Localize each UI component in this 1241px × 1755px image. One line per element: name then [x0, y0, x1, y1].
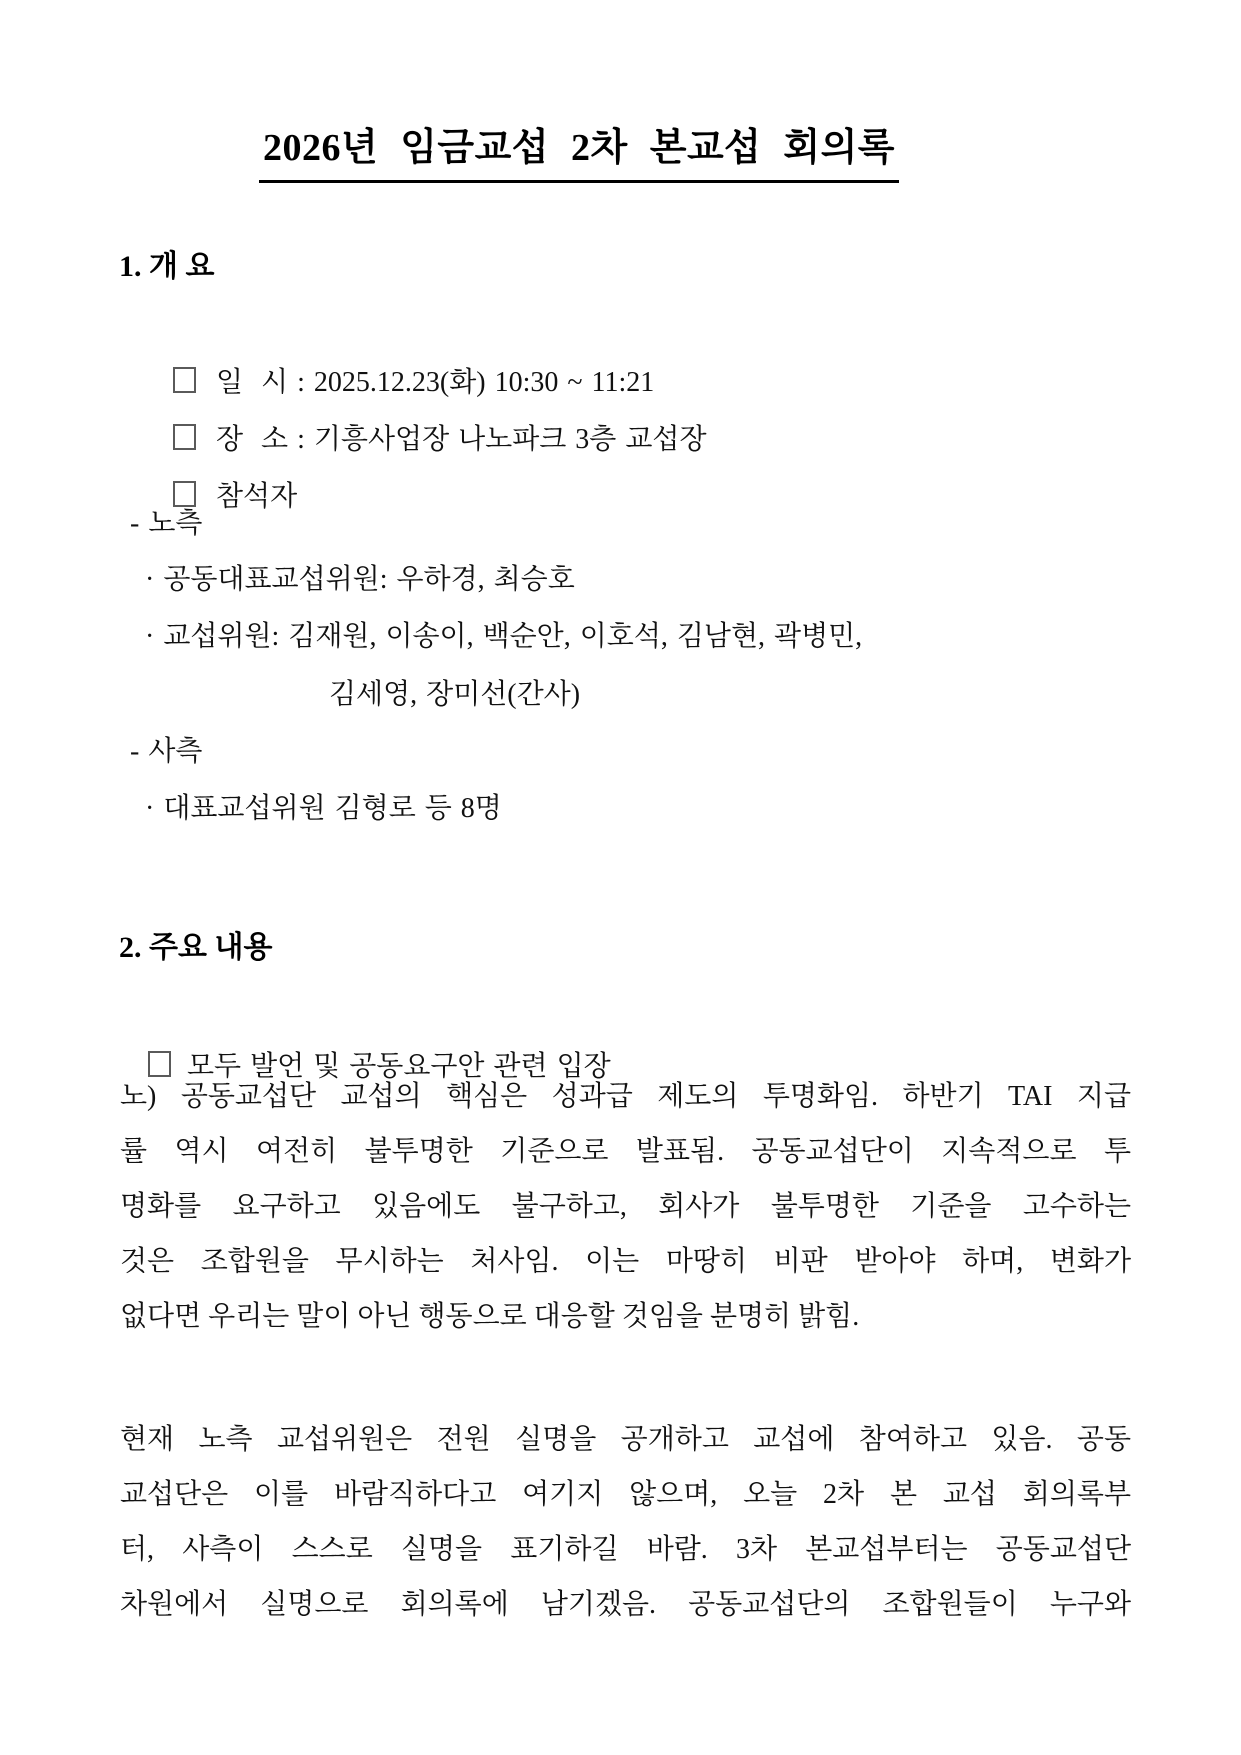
- section-1-heading: 1. 개 요: [119, 250, 215, 283]
- paragraph-line: 것은 조합원을 무시하는 처사임. 이는 마땅히 비판 받아야 하며, 변화가: [120, 1246, 1131, 1277]
- labor-members-line: · 교섭위원: 김재원, 이송이, 백순안, 이호석, 김남현, 곽병민,: [145, 621, 863, 652]
- paragraph-line: 없다면 우리는 말이 아닌 행동으로 대응할 것임을 분명히 밝힘.: [120, 1301, 860, 1332]
- paragraph-line: 현재 노측 교섭위원은 전원 실명을 공개하고 교섭에 참여하고 있음. 공동: [120, 1424, 1131, 1455]
- labor-side-line: - 노측: [130, 508, 203, 539]
- topic-line-text: 모두 발언 및 공동요구안 관련 입장: [187, 1051, 611, 1082]
- labor-reps-line: · 공동대표교섭위원: 우하경, 최승호: [145, 564, 575, 595]
- company-side-line: - 사측: [130, 736, 203, 767]
- paragraph-line: 차원에서 실명으로 회의록에 남기겠음. 공동교섭단의 조합원들이 누구와: [120, 1589, 1131, 1620]
- document-title: 2026년 임금교섭 2차 본교섭 회의록: [259, 116, 899, 183]
- paragraph-line: 노) 공동교섭단 교섭의 핵심은 성과급 제도의 투명화임. 하반기 TAI 지급: [120, 1081, 1131, 1112]
- attendees-label: 참석자: [216, 481, 298, 512]
- ballot-box-icon: [173, 481, 196, 507]
- paragraph-line: 명화를 요구하고 있음에도 불구하고, 회사가 불투명한 기준을 고수하는: [120, 1191, 1131, 1222]
- real-name-statement-paragraph: [120, 1412, 1131, 1632]
- paragraph-line: 률 역시 여전히 불투명한 기준으로 발표됨. 공동교섭단이 지속적으로 투: [120, 1136, 1131, 1167]
- date-line-text: 일 시 : 2025.12.23(화) 10:30 ~ 11:21: [216, 367, 655, 398]
- place-line-text: 장 소 : 기흥사업장 나노파크 3층 교섭장: [216, 424, 707, 455]
- paragraph-line: 터, 사측이 스스로 실명을 표기하길 바람. 3차 본교섭부터는 공동교섭단: [120, 1534, 1131, 1565]
- section-2-heading: 2. 주요 내용: [119, 931, 273, 964]
- labor-statement-paragraph: [120, 1069, 1131, 1344]
- title-container: [0, 116, 1158, 183]
- labor-members-continuation-line: 김세영, 장미선(간사): [329, 679, 581, 710]
- company-reps-line: · 대표교섭위원 김형로 등 8명: [145, 793, 502, 824]
- paragraph-line: 교섭단은 이를 바람직하다고 여기지 않으며, 오늘 2차 본 교섭 회의록부: [120, 1479, 1131, 1510]
